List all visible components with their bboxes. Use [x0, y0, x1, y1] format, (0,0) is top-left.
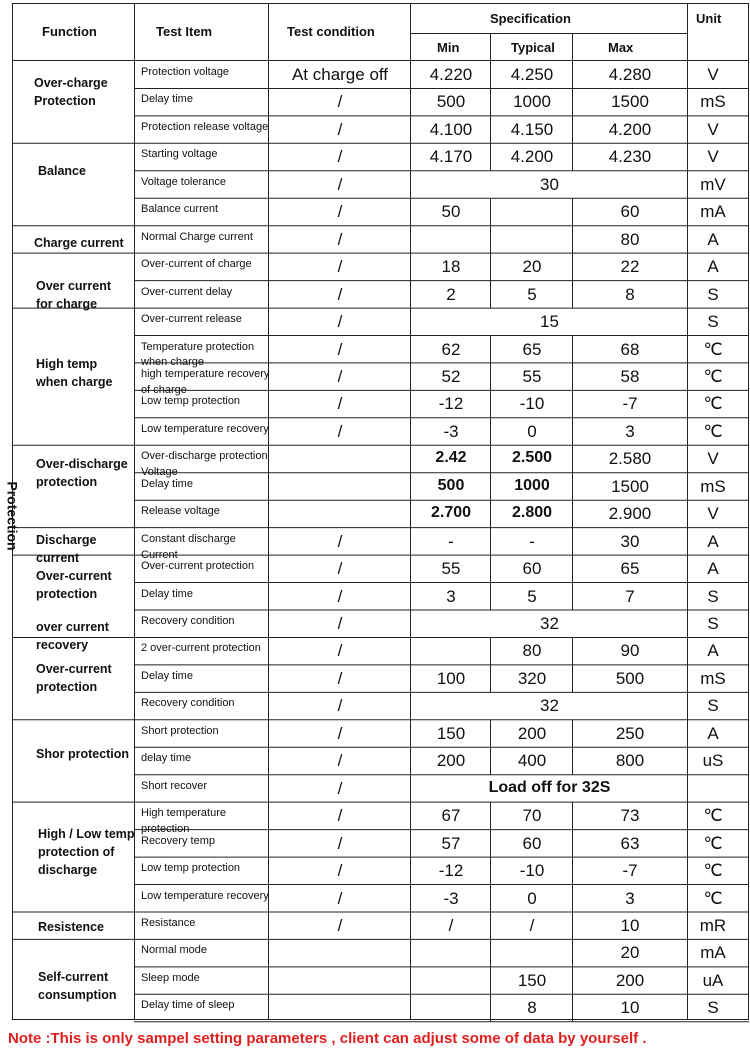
spec-max-cell: 10	[620, 998, 640, 1018]
spec-typical-cell: 4.200	[510, 147, 554, 167]
spec-typical-cell: -	[529, 531, 535, 551]
test-condition-cell: /	[337, 559, 343, 579]
function-label: Over-discharge protection	[36, 457, 128, 490]
spec-min-cell: 500	[437, 476, 465, 494]
spec-min-cell: -3	[443, 888, 459, 908]
spec-min-cell: 62	[441, 339, 461, 359]
test-condition-cell: /	[337, 202, 343, 222]
spec-max-cell: 1500	[611, 476, 649, 496]
spec-typical-cell: 320	[517, 668, 547, 688]
spec-max-cell: 250	[615, 723, 645, 743]
spec-typical-cell: 20	[522, 257, 542, 277]
function-label: Shor protection	[36, 747, 130, 761]
spec-min-cell: 57	[441, 833, 461, 853]
spec-max-cell: 10	[620, 915, 640, 935]
header-function: Function	[42, 24, 97, 39]
unit-cell: A	[707, 641, 719, 661]
test-item-cell: Short recover	[141, 779, 208, 792]
spec-max-cell: 80	[620, 229, 640, 249]
spec-typical-cell: 200	[517, 723, 547, 743]
spec-max-cell: 30	[620, 531, 640, 551]
test-condition-cell: /	[337, 257, 343, 277]
spec-max-cell: 4.280	[608, 65, 652, 84]
spec-max-cell: 7	[625, 586, 635, 606]
unit-cell: V	[707, 147, 719, 167]
unit-cell: A	[707, 229, 719, 249]
test-item-cell: Over-current of charge	[141, 258, 252, 271]
header-test-condition: Test condition	[287, 24, 375, 39]
spec-typical-cell: 60	[522, 559, 542, 579]
unit-cell: A	[707, 257, 719, 277]
spec-typical-cell: 60	[522, 833, 542, 853]
unit-cell: V	[707, 119, 719, 139]
unit-cell: V	[707, 65, 719, 84]
header-test-item: Test Item	[156, 24, 213, 39]
test-condition-cell: /	[337, 614, 343, 633]
spec-max-cell: 63	[620, 833, 640, 853]
unit-cell: A	[707, 723, 719, 743]
test-condition-cell: /	[337, 888, 343, 908]
unit-cell: ℃	[703, 366, 723, 386]
test-item-cell: Delay time	[141, 669, 193, 682]
spec-min-cell: 55	[441, 559, 461, 579]
header-specification: Specification	[490, 11, 571, 26]
spec-typical-cell: 0	[527, 421, 537, 441]
test-condition-cell: /	[337, 421, 343, 441]
spec-min-cell: 150	[436, 723, 466, 743]
spec-min-cell: 4.170	[429, 147, 473, 167]
test-condition-cell: /	[337, 751, 343, 771]
spec-min-cell: 2.42	[435, 449, 467, 467]
test-condition-cell: /	[337, 806, 343, 826]
spec-min-cell: 4.220	[429, 65, 473, 84]
unit-cell: uA	[702, 970, 724, 990]
spec-min-cell: 2.700	[430, 504, 472, 522]
spec-typical-cell: 4.150	[510, 119, 554, 139]
spec-typical-cell: 55	[522, 366, 542, 386]
test-item-cell: Short protection	[141, 724, 219, 737]
unit-cell: S	[707, 614, 719, 633]
function-label: High temp when charge	[36, 357, 113, 390]
test-condition-cell: At charge off	[291, 65, 389, 84]
spec-min-cell: /	[448, 915, 454, 935]
test-item-cell: High temperature protection	[141, 807, 226, 836]
test-condition-cell: /	[337, 339, 343, 359]
test-condition-cell: /	[337, 778, 343, 798]
unit-cell: mA	[700, 943, 726, 963]
unit-cell: ℃	[703, 833, 723, 853]
test-item-cell: Delay time	[141, 477, 193, 490]
unit-cell: V	[707, 449, 719, 469]
test-item-cell: Low temp protection	[141, 395, 241, 408]
unit-cell: S	[707, 312, 719, 332]
spec-max-cell: 3	[625, 888, 635, 908]
spec-typical-cell: /	[529, 915, 535, 935]
unit-cell: uS	[702, 751, 724, 771]
spec-typical-cell: 150	[517, 970, 547, 990]
spec-min-cell: 3	[446, 586, 456, 606]
test-item-cell: Recovery temp	[141, 834, 215, 847]
test-item-cell: Over-current release	[141, 313, 242, 326]
unit-cell: A	[707, 531, 719, 551]
test-condition-cell: /	[337, 861, 343, 881]
spec-max-cell: 1500	[611, 92, 649, 112]
test-item-cell: 2 over-current protection	[141, 642, 261, 655]
test-condition-cell: /	[337, 668, 343, 688]
unit-cell: A	[707, 559, 719, 579]
spec-typical-cell: 8	[527, 998, 537, 1018]
function-label: Over-charge Protection	[34, 76, 108, 109]
spec-max-cell: 3	[625, 421, 635, 441]
spec-typical-cell: -10	[519, 394, 545, 414]
spec-min-cell: 500	[436, 92, 466, 112]
unit-cell: ℃	[703, 861, 723, 881]
test-condition-cell: /	[337, 229, 343, 249]
function-label: over current recovery	[36, 620, 109, 653]
spec-typical-cell: 1000	[514, 476, 550, 494]
test-item-cell: Low temperature recovery	[141, 889, 269, 902]
test-item-cell: Over-current delay	[141, 285, 233, 298]
spec-typical-cell: 2.500	[511, 449, 553, 467]
spec-max-cell: 60	[620, 202, 640, 222]
test-item-cell: Over-current protection	[141, 560, 255, 573]
spec-merged-cell: 32	[540, 614, 559, 633]
test-condition-cell: /	[337, 915, 343, 935]
test-condition-cell: /	[337, 723, 343, 743]
test-item-cell: Sleep mode	[141, 971, 200, 984]
header-typical: Typical	[511, 40, 555, 55]
spec-typical-cell: 70	[522, 806, 542, 826]
test-condition-cell: /	[337, 833, 343, 853]
spec-max-cell: 4.230	[608, 147, 652, 167]
test-condition-cell: /	[337, 284, 343, 304]
function-label: Self-current consumption	[38, 970, 117, 1003]
spec-typical-cell: 5	[527, 586, 537, 606]
spec-min-cell: 100	[436, 668, 466, 688]
function-label: Resistence	[38, 920, 105, 934]
unit-cell: S	[707, 696, 719, 716]
test-item-cell: Balance current	[141, 203, 219, 216]
test-condition-cell: /	[337, 394, 343, 414]
test-condition-cell: /	[337, 312, 343, 332]
test-condition-cell: /	[337, 174, 343, 194]
spec-max-cell: 2.580	[608, 449, 652, 469]
unit-cell: ℃	[703, 806, 723, 826]
spec-max-cell: 8	[625, 284, 635, 304]
spec-min-cell: 4.100	[429, 119, 473, 139]
header-min: Min	[437, 40, 460, 55]
unit-cell: S	[707, 284, 719, 304]
test-item-cell: Delay time of sleep	[141, 999, 235, 1012]
header-unit: Unit	[696, 11, 722, 26]
spec-max-cell: -7	[622, 861, 638, 881]
spec-min-cell: 50	[441, 202, 461, 222]
test-condition-cell: /	[337, 366, 343, 386]
unit-cell: V	[707, 504, 719, 524]
unit-cell: ℃	[703, 421, 723, 441]
spec-min-cell: -3	[443, 421, 459, 441]
header-max: Max	[608, 40, 634, 55]
unit-cell: ℃	[703, 339, 723, 359]
unit-cell: ℃	[703, 394, 723, 414]
side-label-protection: Protection	[4, 481, 21, 551]
spec-max-cell: 200	[615, 970, 645, 990]
test-item-cell: Resistance	[141, 916, 196, 929]
function-label: Charge current	[34, 236, 124, 250]
spec-merged-cell: 30	[540, 174, 559, 194]
spec-max-cell: 4.200	[608, 119, 652, 139]
test-item-cell: high temperature recovery of charge	[141, 367, 270, 396]
function-label: Over-current protection	[36, 662, 112, 695]
test-item-cell: Temperature protection when charge	[141, 340, 255, 369]
spec-max-cell: 65	[620, 559, 640, 579]
spec-merged-cell: Load off for 32S	[488, 778, 611, 796]
test-item-cell: Recovery condition	[141, 615, 235, 627]
spec-max-cell: 20	[620, 943, 640, 963]
spec-min-cell: -12	[438, 394, 464, 414]
spec-min-cell: 18	[441, 257, 461, 277]
spec-typical-cell: -10	[519, 861, 545, 881]
spec-max-cell: -7	[622, 394, 638, 414]
function-label: Balance	[38, 164, 86, 178]
spec-typical-cell: 0	[527, 888, 537, 908]
test-condition-cell: /	[337, 586, 343, 606]
test-item-cell: Delay time	[141, 587, 193, 600]
test-item-cell: Normal mode	[141, 944, 208, 957]
spec-typical-cell: 1000	[513, 92, 551, 112]
test-item-cell: Over-discharge protection Voltage	[141, 450, 268, 479]
test-condition-cell: /	[337, 531, 343, 551]
spec-min-cell: 2	[446, 284, 456, 304]
function-label: High / Low temp protection of discharge	[38, 827, 135, 878]
unit-cell: mR	[699, 915, 727, 935]
test-item-cell: Recovery condition	[141, 697, 235, 710]
test-item-cell: Delay time	[141, 93, 193, 106]
spec-min-cell: 200	[436, 751, 466, 771]
spec-min-cell: -	[448, 531, 454, 551]
spec-typical-cell: 65	[522, 339, 542, 359]
spec-max-cell: 2.900	[608, 504, 652, 524]
test-item-cell: Starting voltage	[141, 148, 218, 161]
unit-cell: S	[707, 586, 719, 606]
spec-max-cell: 73	[620, 806, 640, 826]
test-item-cell: Protection release voltage	[141, 120, 269, 133]
spec-typical-cell: 2.800	[511, 504, 553, 522]
unit-cell: S	[707, 998, 719, 1018]
test-item-cell: Release voltage	[141, 505, 220, 518]
unit-cell: ℃	[703, 888, 723, 908]
test-item-cell: delay time	[141, 752, 192, 765]
spec-typical-cell: 5	[527, 284, 537, 304]
unit-cell: mV	[700, 174, 726, 194]
spec-max-cell: 22	[620, 257, 640, 277]
unit-cell: mS	[700, 668, 726, 688]
footnote: Note :This is only sampel setting parameters , client can adjust some of data by yourself .	[8, 1030, 647, 1047]
test-item-cell: Low temperature recovery	[141, 422, 269, 435]
spec-max-cell: 90	[620, 641, 640, 661]
unit-cell: mS	[700, 92, 726, 112]
spec-typical-cell: 4.250	[510, 65, 554, 84]
test-item-cell: Constant discharge Current	[141, 532, 236, 561]
spec-merged-cell: 32	[540, 696, 559, 716]
spec-max-cell: 500	[615, 668, 645, 688]
spec-max-cell: 800	[615, 751, 645, 771]
test-item-cell: Protection voltage	[141, 66, 230, 78]
spec-merged-cell: 15	[540, 312, 559, 332]
test-condition-cell: /	[337, 147, 343, 167]
function-label: Over-current protection	[36, 569, 112, 602]
test-condition-cell: /	[337, 119, 343, 139]
spec-min-cell: 67	[441, 806, 461, 826]
spec-max-cell: 58	[620, 366, 640, 386]
test-item-cell: Low temp protection	[141, 862, 241, 875]
test-condition-cell: /	[337, 92, 343, 112]
unit-cell: mS	[700, 476, 726, 496]
spec-typical-cell: 80	[522, 641, 542, 661]
spec-min-cell: -12	[438, 861, 464, 881]
test-item-cell: Normal Charge current	[141, 230, 253, 243]
function-label: Discharge current	[36, 533, 97, 566]
function-label: Over current for charge	[36, 279, 112, 312]
spec-min-cell: 52	[441, 366, 461, 386]
spec-typical-cell: 400	[517, 751, 547, 771]
test-item-cell: Voltage tolerance	[141, 175, 227, 188]
test-condition-cell: /	[337, 696, 343, 716]
unit-cell: mA	[700, 202, 726, 222]
test-condition-cell: /	[337, 641, 343, 661]
spec-max-cell: 68	[620, 339, 640, 359]
